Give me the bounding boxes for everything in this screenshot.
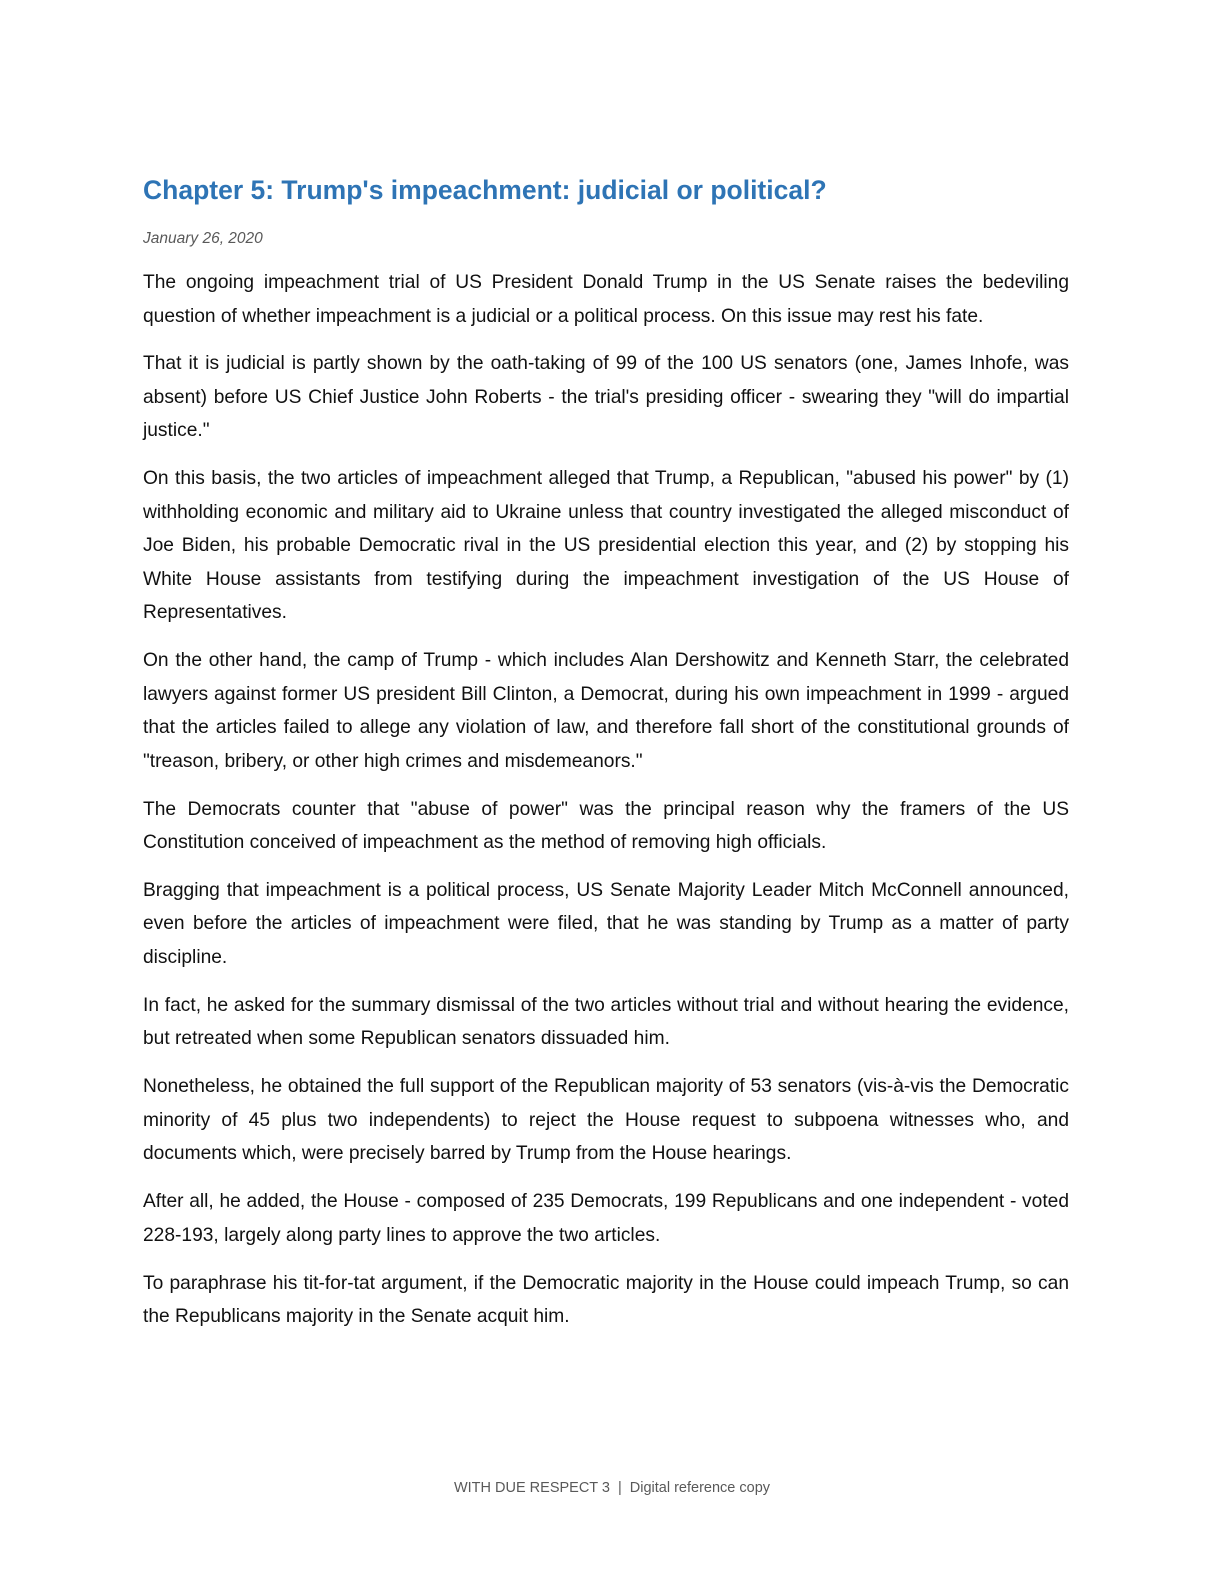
paragraph: Bragging that impeachment is a political process, US Senate Majority Leader Mitch McConnell announced, even before the articles of impeachment were filed, that he was standing by Trump as a matter of party discipline. <box>143 879 1069 968</box>
paragraph: Nonetheless, he obtained the full support of the Republican majority of 53 senators (vis-à-vis the Democratic minority of 45 plus two independents) to reject the House request to subpoena witnesses who, and documents which, were precisely barred by Trump from the House hearings. <box>143 1076 1069 1165</box>
body-text <box>143 266 1069 1334</box>
paragraph: After all, he added, the House - composed of 235 Democrats, 199 Republicans and one independent - voted 228-193, largely along party lines to approve the two articles. <box>143 1191 1069 1246</box>
chapter-title: Chapter 5: Trump's impeachment: judicial or political? <box>143 175 827 205</box>
footer-note: Digital reference copy <box>629 1480 771 1496</box>
paragraph: The ongoing impeachment trial of US President Donald Trump in the US Senate raises the bedeviling question of whether impeachment is a judicial or a political process. On this issue may rest his fate. <box>143 272 1069 327</box>
paragraph: That it is judicial is partly shown by the oath-taking of 99 of the 100 US senators (one, James Inhofe, was absent) before US Chief Justice John Roberts - the trial's presiding officer - swearing they "will do impartial justice." <box>143 353 1069 442</box>
paragraph: On the other hand, the camp of Trump - which includes Alan Dershowitz and Kenneth Starr, the celebrated lawyers against former US president Bill Clinton, a Democrat, during his own impeachment in 1999 - argued that the articles failed to allege any violation of law, and therefore fall short of the constitutional grounds of "treason, bribery, or other high crimes and misdemeanors." <box>143 650 1069 772</box>
chapter-date: January 26, 2020 <box>143 230 263 247</box>
footer-book-title: WITH DUE RESPECT 3 <box>453 1480 610 1496</box>
footer-separator: | <box>618 1480 622 1496</box>
page-content <box>143 172 1069 1348</box>
page-footer <box>0 1478 1224 1498</box>
paragraph: On this basis, the two articles of impeachment alleged that Trump, a Republican, "abused his power" by (1) withholding economic and military aid to Ukraine unless that country investigated the alleged misconduct of Joe Biden, his probable Democratic rival in the US presidential election this year, and (2) by stopping his White House assistants from testifying during the impeachment investigation of the US House of Representatives. <box>143 468 1069 624</box>
paragraph: In fact, he asked for the summary dismissal of the two articles without trial and without hearing the evidence, but retreated when some Republican senators dissuaded him. <box>143 994 1069 1050</box>
paragraph: To paraphrase his tit-for-tat argument, if the Democratic majority in the House could impeach Trump, so can the Republicans majority in the Senate acquit him. <box>143 1272 1069 1328</box>
paragraph: The Democrats counter that "abuse of power" was the principal reason why the framers of the US Constitution conceived of impeachment as the method of removing high officials. <box>143 798 1069 854</box>
